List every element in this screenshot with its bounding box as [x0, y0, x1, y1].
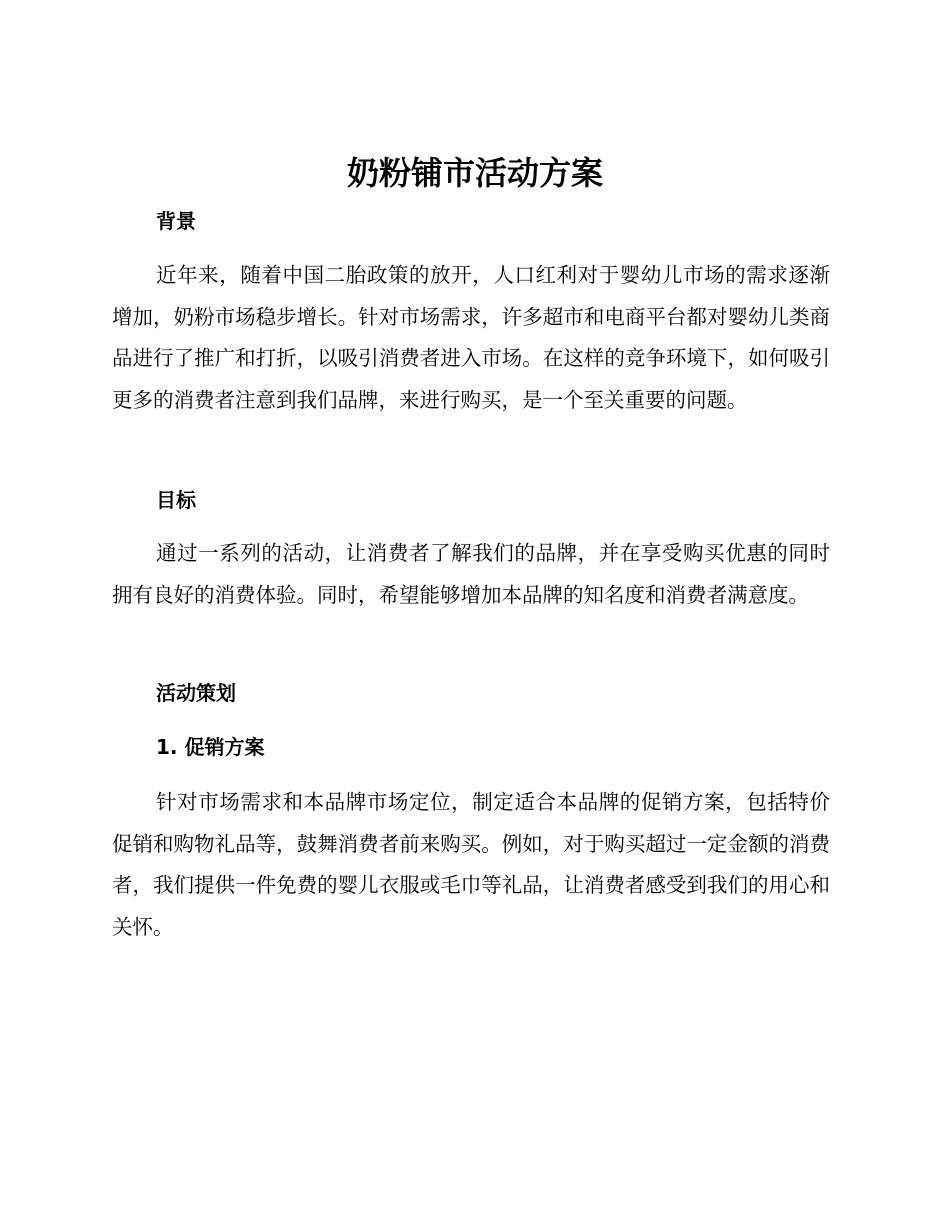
section-paragraph-background: 近年来，随着中国二胎政策的放开，人口红利对于婴幼儿市场的需求逐渐增加，奶粉市场稳步增长。针对市场需求，许多超市和电商平台都对婴幼儿类商品进行了推广和打折，以吸引消费者进入市场。在这样的竞争环境下，如何吸引更多的消费者注意到我们品牌，来进行购买，是一个至关重要的问题。	[112, 263, 830, 412]
subsection-paragraph-promotion: 针对市场需求和本品牌市场定位，制定适合本品牌的促销方案，包括特价促销和购物礼品等，鼓舞消费者前来购买。例如，对于购买超过一定金额的消费者，我们提供一件免费的婴儿衣服或毛巾等礼品，让消费者感受到我们的用心和关怀。	[112, 790, 830, 939]
section-heading-background: 背景	[156, 209, 196, 233]
section-heading-goal: 目标	[156, 488, 196, 512]
subsection-heading-promotion: 1. 促销方案	[156, 735, 265, 759]
section-heading-planning: 活动策划	[156, 681, 236, 705]
document-title: 奶粉铺市活动方案	[346, 154, 603, 192]
section-paragraph-goal: 通过一系列的活动，让消费者了解我们的品牌，并在享受购买优惠的同时拥有良好的消费体验。同时，希望能够增加本品牌的知名度和消费者满意度。	[112, 541, 830, 607]
